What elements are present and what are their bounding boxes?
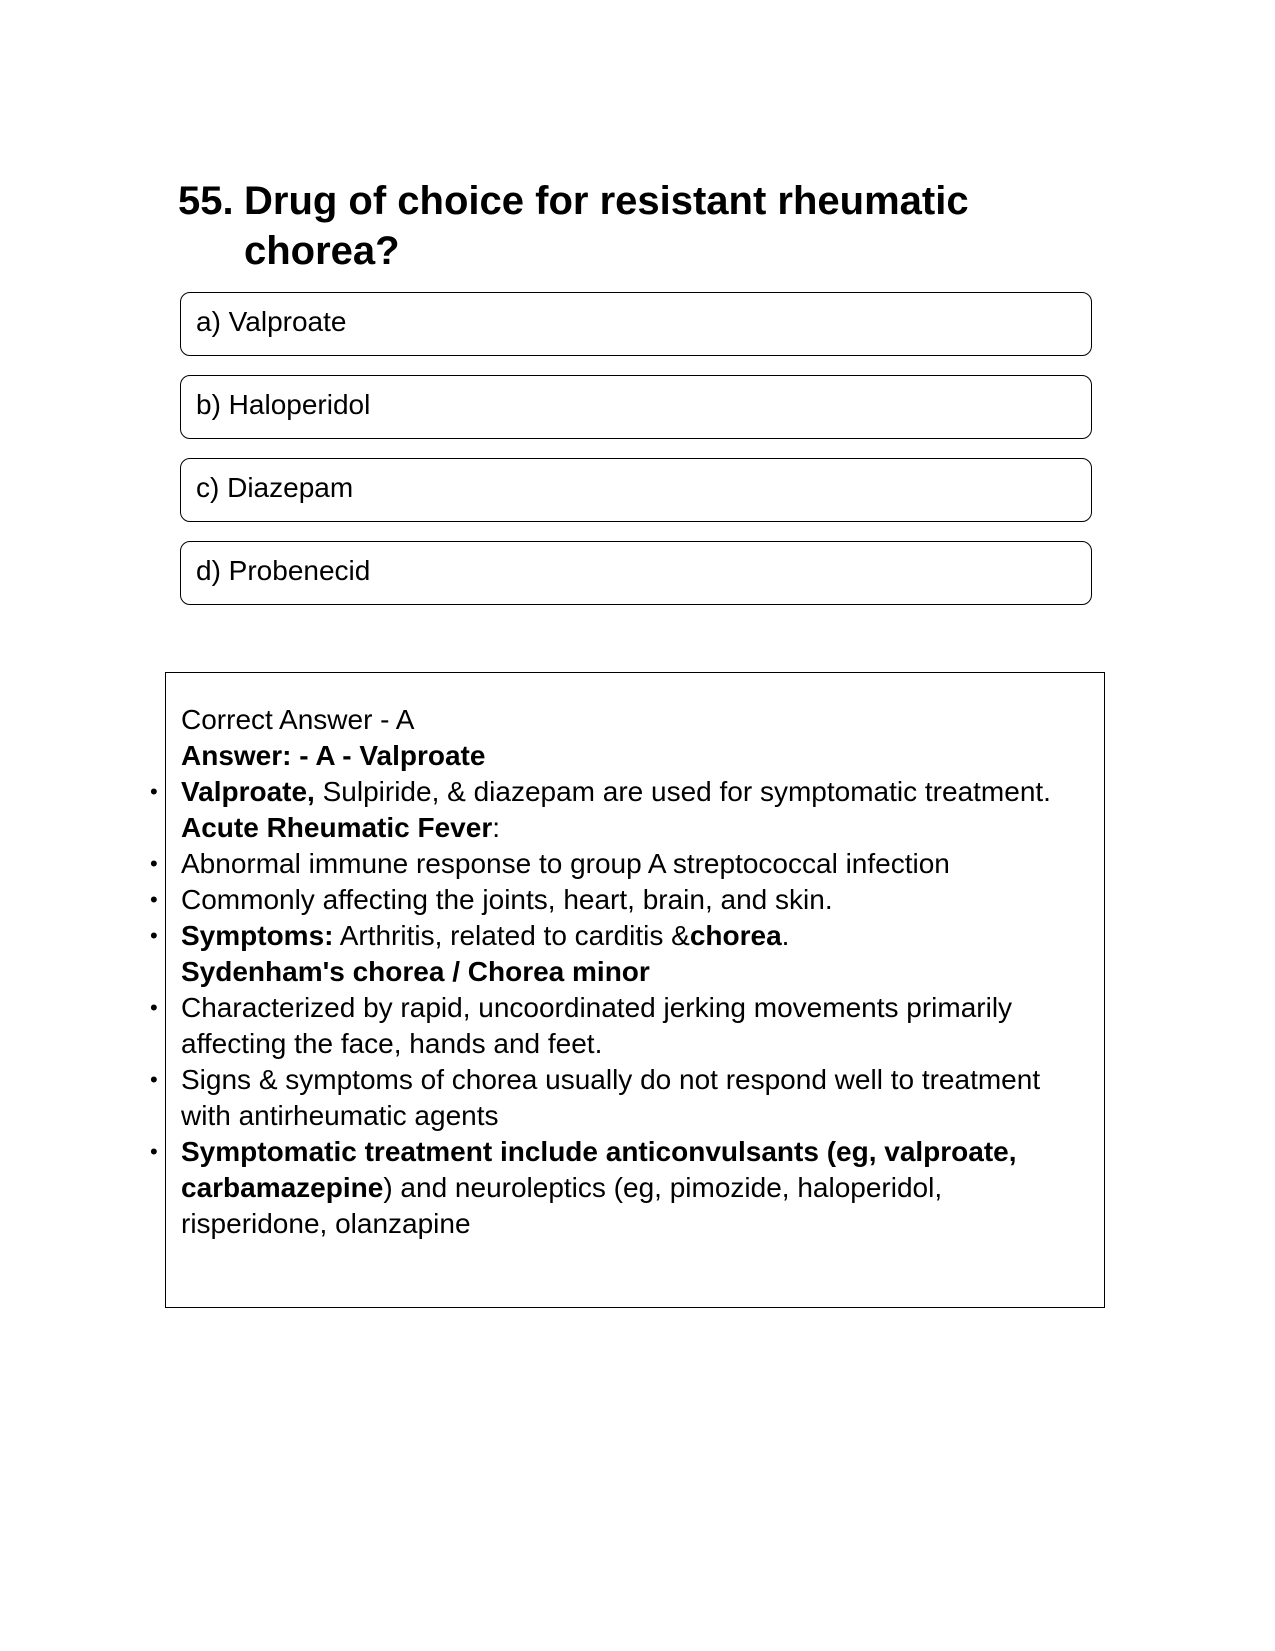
bullet-icon: • (150, 779, 158, 804)
bullet-text: ) and neuroleptics (eg, pimozide, haloperidol, risperidone, olanzapine (181, 1172, 943, 1239)
option-a[interactable]: a) Valproate (180, 292, 1092, 356)
bullet-icon: • (150, 1067, 158, 1092)
correct-answer-line: Correct Answer - A (181, 704, 415, 735)
bullet-text: Signs & symptoms of chorea usually do not respond well to treatment with antirheumatic agents (181, 1064, 1041, 1131)
sydenham-heading-text: Sydenham's chorea / Chorea minor (181, 956, 650, 987)
bullet-text-end: . (781, 920, 790, 951)
answer-heading (181, 738, 1086, 774)
bullet-bold-text: Symptoms: (181, 920, 334, 951)
bullet-item-valproate (150, 774, 1086, 810)
bullet-text: Arthritis, related to carditis & (333, 920, 690, 951)
bullet-icon: • (150, 923, 158, 948)
question-number: 55. (178, 179, 234, 223)
bullet-item-treatment (150, 1134, 1086, 1242)
bullet-icon: • (150, 887, 158, 912)
bullet-bold-text: Valproate, (181, 776, 315, 807)
option-c[interactable]: c) Diazepam (180, 458, 1092, 522)
bullet-icon: • (150, 1139, 158, 1164)
bullet-item-signs (150, 1062, 1086, 1134)
bullet-bold-text: chorea (689, 920, 782, 951)
answer-heading-text: Answer: - A - Valproate (181, 740, 486, 771)
bullet-icon: • (150, 995, 158, 1020)
option-b[interactable]: b) Haloperidol (180, 375, 1092, 439)
sydenham-heading (181, 954, 1086, 990)
option-d[interactable]: d) Probenecid (180, 541, 1092, 605)
answer-explanation (150, 702, 1086, 1242)
bullet-text: Sulpiride, & diazepam are used for symptomatic treatment. (314, 776, 1051, 807)
question-text: Drug of choice for resistant rheumatic chorea? (244, 179, 969, 273)
bullet-bold-text: Symptomatic treatment include anticonvulsants (eg, valproate, carbamazepine (181, 1136, 1017, 1203)
question-heading (178, 176, 1058, 276)
arf-heading-colon: : (492, 812, 500, 843)
arf-heading (181, 810, 1086, 846)
bullet-item-affecting (150, 882, 1086, 918)
bullet-text: Abnormal immune response to group A streptococcal infection (181, 848, 950, 879)
bullet-item-characterized (150, 990, 1086, 1062)
bullet-text: Commonly affecting the joints, heart, brain, and skin. (181, 884, 833, 915)
bullet-text: Characterized by rapid, uncoordinated jerking movements primarily affecting the face, hands and feet. (181, 992, 1013, 1059)
bullet-item-immune (150, 846, 1086, 882)
arf-heading-text: Acute Rheumatic Fever (181, 812, 493, 843)
bullet-item-symptoms (150, 918, 1086, 954)
bullet-icon: • (150, 851, 158, 876)
